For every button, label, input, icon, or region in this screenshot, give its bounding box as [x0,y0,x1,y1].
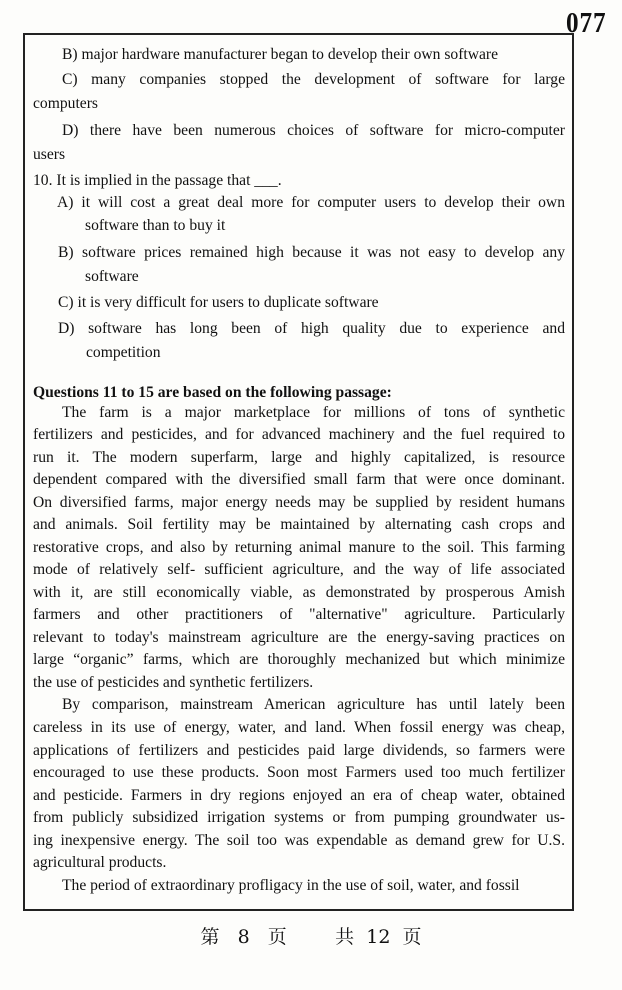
passage-line: relevant to today's mainstream agriculture are the energy-saving practices on [33,629,565,646]
page-code: 077 [566,8,607,39]
q9-option-d-line1: D) there have been numerous choices of software for micro-computer [62,122,565,139]
passage-line: The period of extraordinary profligacy in the use of soil, water, and fossil [62,877,520,894]
current-page-number: 8 [237,926,250,948]
passage-line: dependent compared with the diversified small farm that were once dominant. [33,471,565,488]
passage-line: careless in its use of energy, water, and land. When fossil energy was cheap, [33,719,565,736]
q10-option-d-line1: D) software has long been of high quality due to experience and [58,320,565,337]
passage-line: and animals. Soil fertility may be maintained by alternating cash crops and [33,516,565,533]
q10-stem: 10. It is implied in the passage that ___. [33,172,282,189]
passage-line: farmers and other practitioners of "alternative" agriculture. Particularly [33,606,565,623]
q10-option-c: C) it is very difficult for users to duplicate software [58,294,379,311]
passage-line: the use of pesticides and synthetic fertilizers. [33,674,314,691]
passage-line: from publicly subsidized irrigation systems or from pumping groundwater us- [33,809,565,826]
passage-line: On diversified farms, major energy needs may be supplied by resident humans [33,494,565,511]
passage-line: mode of relatively self- sufficient agriculture, and the way of life associated [33,561,565,578]
total-suffix: 页 [402,926,422,948]
page-label-suffix: 页 [267,926,287,948]
q10-option-d-line2: competition [86,344,161,361]
q10-option-b-line1: B) software prices remained high because it was not easy to develop any [58,244,565,261]
page-label-prefix: 第 [200,926,220,948]
passage-line: and pesticide. Farmers in dry regions enjoyed an era of cheap water, obtained [33,787,565,804]
total-pages: 12 [366,926,391,948]
q9-option-d-line2: users [33,146,66,163]
passage-line: agricultural products. [33,854,167,871]
passage-line: applications of fertilizers and pesticides paid large dividends, so farmers were [33,742,565,759]
passage-line: By comparison, mainstream American agriculture has until lately been [62,696,565,713]
q9-option-c-line2: computers [33,95,98,112]
passage-line: large “organic” farms, which are thoroughly mechanized but which minimize [33,651,565,668]
passage-line: encouraged to use these products. Soon most Farmers used too much fertilizer [33,764,565,781]
q9-option-c-line1: C) many companies stopped the development of software for large [62,71,565,88]
total-prefix: 共 [335,926,355,948]
passage-line: fertilizers and pesticides, and for advanced machinery and the fuel required to [33,426,565,443]
q10-option-a-line2: software than to buy it [85,217,226,234]
passage-heading: Questions 11 to 15 are based on the following passage: [33,384,392,401]
passage-line: run it. The modern superfarm, large and highly capitalized, is resource [33,449,565,466]
q10-option-a-line1: A) it will cost a great deal more for computer users to develop their own [57,194,565,211]
q9-option-b: B) major hardware manufacturer began to develop their own software [62,46,499,63]
page-footer [0,922,622,949]
passage-line: The farm is a major marketplace for millions of tons of synthetic [62,404,565,421]
passage-line: ing inexpensive energy. The soil too was expendable as demand grew for U.S. [33,832,565,849]
q10-option-b-line2: software [85,268,139,285]
passage-line: restorative crops, and also by returning animal manure to the soil. This farming [33,539,565,556]
passage-line: with it, are still economically viable, as demonstrated by prosperous Amish [33,584,565,601]
